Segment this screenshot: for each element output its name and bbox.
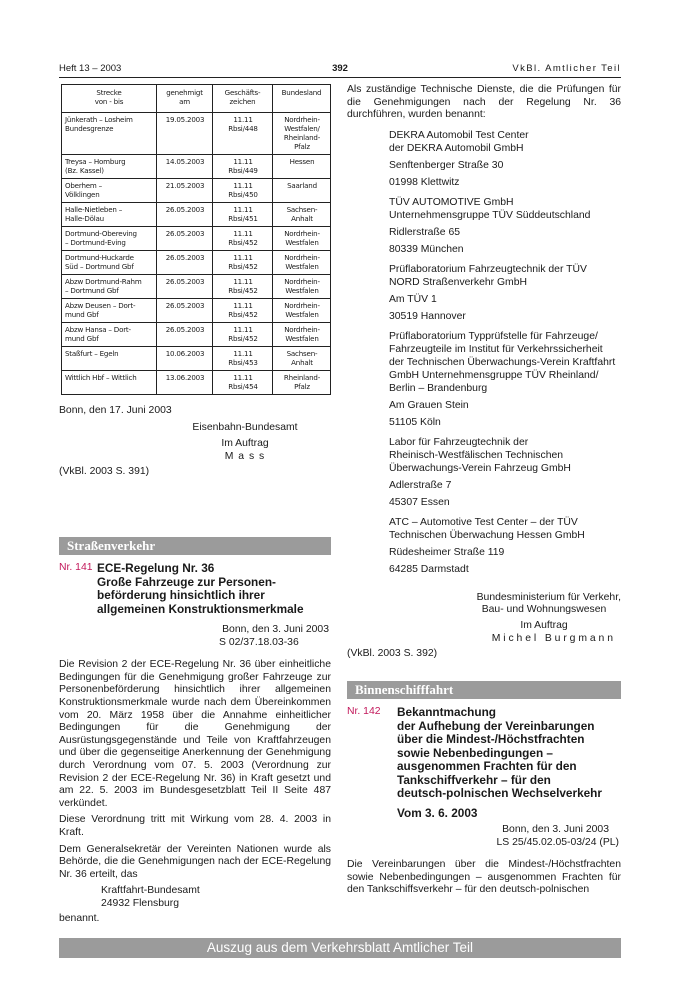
table-cell: 13.06.2003 xyxy=(157,371,213,395)
service-street: Am TÜV 1 xyxy=(389,293,437,305)
issue-label: Heft 13 – 2003 xyxy=(59,63,122,74)
service-city: 64285 Darmstadt xyxy=(389,563,469,575)
table-header: Geschäfts- zeichen xyxy=(213,85,273,113)
table-cell: Dortmund-Huckarde Süd – Dortmund Gbf xyxy=(62,251,157,275)
service-entry xyxy=(347,436,621,509)
article-number: Nr. 142 xyxy=(347,706,381,717)
section-binnenschifffahrt: Binnenschifffahrt xyxy=(347,681,621,699)
table-cell: 26.05.2003 xyxy=(157,251,213,275)
table-cell: 11.11 Rbsi/449 xyxy=(213,155,273,179)
table-cell: Oberhem – Völklingen xyxy=(62,179,157,203)
article-date: Bonn, den 3. Juni 2003 xyxy=(222,624,329,635)
table-cell: Abzw Deusen – Dort- mund Gbf xyxy=(62,299,157,323)
services-intro: Als zuständige Technische Dienste, die die Prüfungen für die Genehmigungen nach der Regelung Nr. 36 durchführen, wurden benannt: xyxy=(347,84,621,121)
table-body xyxy=(62,113,331,395)
reference: (VkBl. 2003 S. 391) xyxy=(59,466,150,478)
right-column xyxy=(347,84,621,661)
kba-name: Kraftfahrt-Bundesamt xyxy=(101,885,200,897)
table-cell: 11.11 Rbsi/448 xyxy=(213,113,273,155)
signer: M i c h e l B u r g m a n n xyxy=(491,632,613,644)
benannt: benannt. xyxy=(59,913,100,925)
page-header xyxy=(59,62,621,78)
service-name: TÜV AUTOMOTIVE GmbH Unternehmensgruppe TÜV Süddeutschland xyxy=(389,196,591,221)
authority: Eisenbahn-Bundesamt xyxy=(192,421,298,433)
table-row xyxy=(62,179,331,203)
table-row xyxy=(62,347,331,371)
table-cell: Treysa – Homburg (Bz. Kassel) xyxy=(62,155,157,179)
table-cell: 11.11 Rbsi/452 xyxy=(213,299,273,323)
table-row xyxy=(62,113,331,155)
service-street: Rüdesheimer Straße 119 xyxy=(389,546,505,558)
page-number: 392 xyxy=(332,63,348,74)
service-name: Labor für Fahrzeugtechnik der Rheinisch-Westfälischen Technischen Überwachungs-Verein Fahrzeug GmbH xyxy=(389,436,571,474)
table-cell: 11.11 Rbsi/452 xyxy=(213,251,273,275)
ministry-line2: Bau- und Wohnungswesen xyxy=(481,604,607,616)
signer: M a s s xyxy=(224,450,266,462)
article-paragraph: Die Revision 2 der ECE-Regelung Nr. 36 über einheitliche Bedingungen für die Genehmigung großer Fahrzeuge zur Personenbeförderung hinsichtlich ihrer allgemeinen Konstruktionsmerkmale wurde nach dem Übereinkommen vom 20. März 1958 über die Annahme einheitlicher Bedingungen für die Genehmigung der Ausrüstungsgegenstände und Teile von Kraftfahrzeugen und über die gegenseitige Anerkennung der Genehmigung durch Verordnung vom 07. 5. 2003 (Verordnung zur Revision 2 der ECE-Regelung Nr. 36) in Kraft gesetzt und am 22. 5. 2003 im Bundesgesetzblatt Teil II Seite 487 verkündet. xyxy=(59,659,331,809)
left-column xyxy=(59,84,331,479)
service-list xyxy=(347,129,621,576)
table-cell: 11.11 Rbsi/451 xyxy=(213,203,273,227)
table-cell: 26.05.2003 xyxy=(157,323,213,347)
table-row xyxy=(62,299,331,323)
service-name: ATC – Automotive Test Center – der TÜV Technischen Überwachung Hessen GmbH xyxy=(389,516,585,541)
ministry-line1: Bundesministerium für Verkehr, xyxy=(476,591,621,603)
reference: (VkBl. 2003 S. 392) xyxy=(347,648,438,660)
table-cell: 19.05.2003 xyxy=(157,113,213,155)
table-row xyxy=(62,251,331,275)
table-cell: Sachsen- Anhalt xyxy=(273,347,331,371)
section-strassenverkehr: Straßenverkehr xyxy=(59,537,331,555)
bonn-date: Bonn, den 17. Juni 2003 xyxy=(59,405,172,416)
service-entry xyxy=(347,196,621,256)
service-entry xyxy=(347,263,621,323)
table-cell: 26.05.2003 xyxy=(157,299,213,323)
table-cell: 11.11 Rbsi/452 xyxy=(213,227,273,251)
service-name: DEKRA Automobil Test Center der DEKRA Automobil GmbH xyxy=(389,129,529,154)
journal-label: VkBl. Amtlicher Teil xyxy=(512,63,621,74)
service-street: Adlerstraße 7 xyxy=(389,479,452,491)
table-row xyxy=(62,203,331,227)
table-cell: Abzw Hansa – Dort- mund Gbf xyxy=(62,323,157,347)
table-cell: 10.06.2003 xyxy=(157,347,213,371)
table-cell: 11.11 Rbsi/452 xyxy=(213,275,273,299)
table-row xyxy=(62,275,331,299)
article-date: Bonn, den 3. Juni 2003 xyxy=(502,824,609,835)
table-cell: Nordrhein- Westfalen xyxy=(273,299,331,323)
article-vom: Vom 3. 6. 2003 xyxy=(397,805,478,820)
article-paragraph: Diese Verordnung tritt mit Wirkung vom 28. 4. 2003 in Kraft. xyxy=(59,814,331,838)
service-entry xyxy=(347,129,621,189)
service-name: Prüflaboratorium Typprüfstelle für Fahrzeuge/ Fahrzeugteile im Institut für Verkehrssicherheit der Technischen Überwachungs-Verein Kraftfahrt GmbH Unternehmensgruppe TÜV Rheinland/ Berlin – Brandenburg xyxy=(389,330,616,394)
railway-table xyxy=(61,84,331,395)
service-entry xyxy=(347,516,621,576)
article-paragraph: Die Vereinbarungen über die Mindest-/Höchstfrachten sowie Nebenbedingungen – ausgenommen Frachten für den Tankschiffsverkehr – für den deutsch-polnischen xyxy=(347,859,621,896)
table-header: genehmigt am xyxy=(157,85,213,113)
page-footer: Auszug aus dem Verkehrsblatt Amtlicher Teil xyxy=(59,938,621,958)
service-entry xyxy=(347,330,621,429)
table-cell: Dortmund-Obereving – Dortmund-Eving xyxy=(62,227,157,251)
table-header-row xyxy=(62,85,331,113)
article-reference: S 02/37.18.03-36 xyxy=(219,636,299,648)
table-cell: 26.05.2003 xyxy=(157,203,213,227)
service-city: 51105 Köln xyxy=(389,416,441,428)
kba-city: 24932 Flensburg xyxy=(101,897,179,909)
table-cell: Abzw Dortmund-Rahm – Dortmund Gbf xyxy=(62,275,157,299)
service-city: 80339 München xyxy=(389,243,464,255)
table-cell: Wittlich Hbf – Wittlich xyxy=(62,371,157,395)
article-reference: LS 25/45.02.05-03/24 (PL) xyxy=(496,836,619,848)
service-city: 01998 Klettwitz xyxy=(389,176,460,188)
service-city: 45307 Essen xyxy=(389,496,450,508)
table-cell: Saarland xyxy=(273,179,331,203)
article-paragraph: Dem Generalsekretär der Vereinten Nationen wurde als Behörde, die die Genehmigungen nach der ECE-Regelung Nr. 36 erteilt, das xyxy=(59,843,331,880)
article-141 xyxy=(59,562,331,926)
table-cell: Sachsen- Anhalt xyxy=(273,203,331,227)
table-cell: 11.11 Rbsi/454 xyxy=(213,371,273,395)
table-cell: Staßfurt – Egeln xyxy=(62,347,157,371)
table-row xyxy=(62,155,331,179)
table-cell: 26.05.2003 xyxy=(157,275,213,299)
table-row xyxy=(62,323,331,347)
table-cell: Hessen xyxy=(273,155,331,179)
table-cell: Jünkerath – Losheim Bundesgrenze xyxy=(62,113,157,155)
table-cell: 21.05.2003 xyxy=(157,179,213,203)
table-header: Bundesland xyxy=(273,85,331,113)
service-street: Am Grauen Stein xyxy=(389,399,469,411)
table-cell: 11.11 Rbsi/453 xyxy=(213,347,273,371)
table-cell: Nordrhein- Westfalen/ Rheinland- Pfalz xyxy=(273,113,331,155)
table-cell: Halle-Nietleben – Halle-Dölau xyxy=(62,203,157,227)
table-cell: Rheinland- Pfalz xyxy=(273,371,331,395)
table-row xyxy=(62,371,331,395)
service-city: 30519 Hannover xyxy=(389,310,466,322)
table-cell: Nordrhein- Westfalen xyxy=(273,227,331,251)
service-street: Senftenberger Straße 30 xyxy=(389,159,504,171)
article-title: ECE-Regelung Nr. 36 Große Fahrzeuge zur Personen- beförderung hinsichtlich ihrer allgemeinen Konstruktionsmerkmale xyxy=(97,561,304,616)
table-row xyxy=(62,227,331,251)
table-cell: 14.05.2003 xyxy=(157,155,213,179)
table-cell: Nordrhein- Westfalen xyxy=(273,323,331,347)
table-cell: 11.11 Rbsi/452 xyxy=(213,323,273,347)
table-cell: Nordrhein- Westfalen xyxy=(273,251,331,275)
service-name: Prüflaboratorium Fahrzeugtechnik der TÜV NORD Straßenverkehr GmbH xyxy=(389,263,587,288)
im-auftrag: Im Auftrag xyxy=(520,619,568,631)
article-142 xyxy=(347,706,621,897)
service-street: Ridlerstraße 65 xyxy=(389,226,461,238)
table-header: Strecke von - bis xyxy=(62,85,157,113)
table-cell: 26.05.2003 xyxy=(157,227,213,251)
article-number: Nr. 141 xyxy=(59,562,93,573)
table-cell: Nordrhein- Westfalen xyxy=(273,275,331,299)
im-auftrag: Im Auftrag xyxy=(221,438,269,450)
article-title: Bekanntmachung der Aufhebung der Vereinbarungen über die Mindest-/Höchstfrachten sowie Nebenbedingungen – ausgenommen Frachten für den Tankschiffverkehr – für den deutsch-polnischen Wechselverkehr xyxy=(397,705,602,800)
table-cell: 11.11 Rbsi/450 xyxy=(213,179,273,203)
